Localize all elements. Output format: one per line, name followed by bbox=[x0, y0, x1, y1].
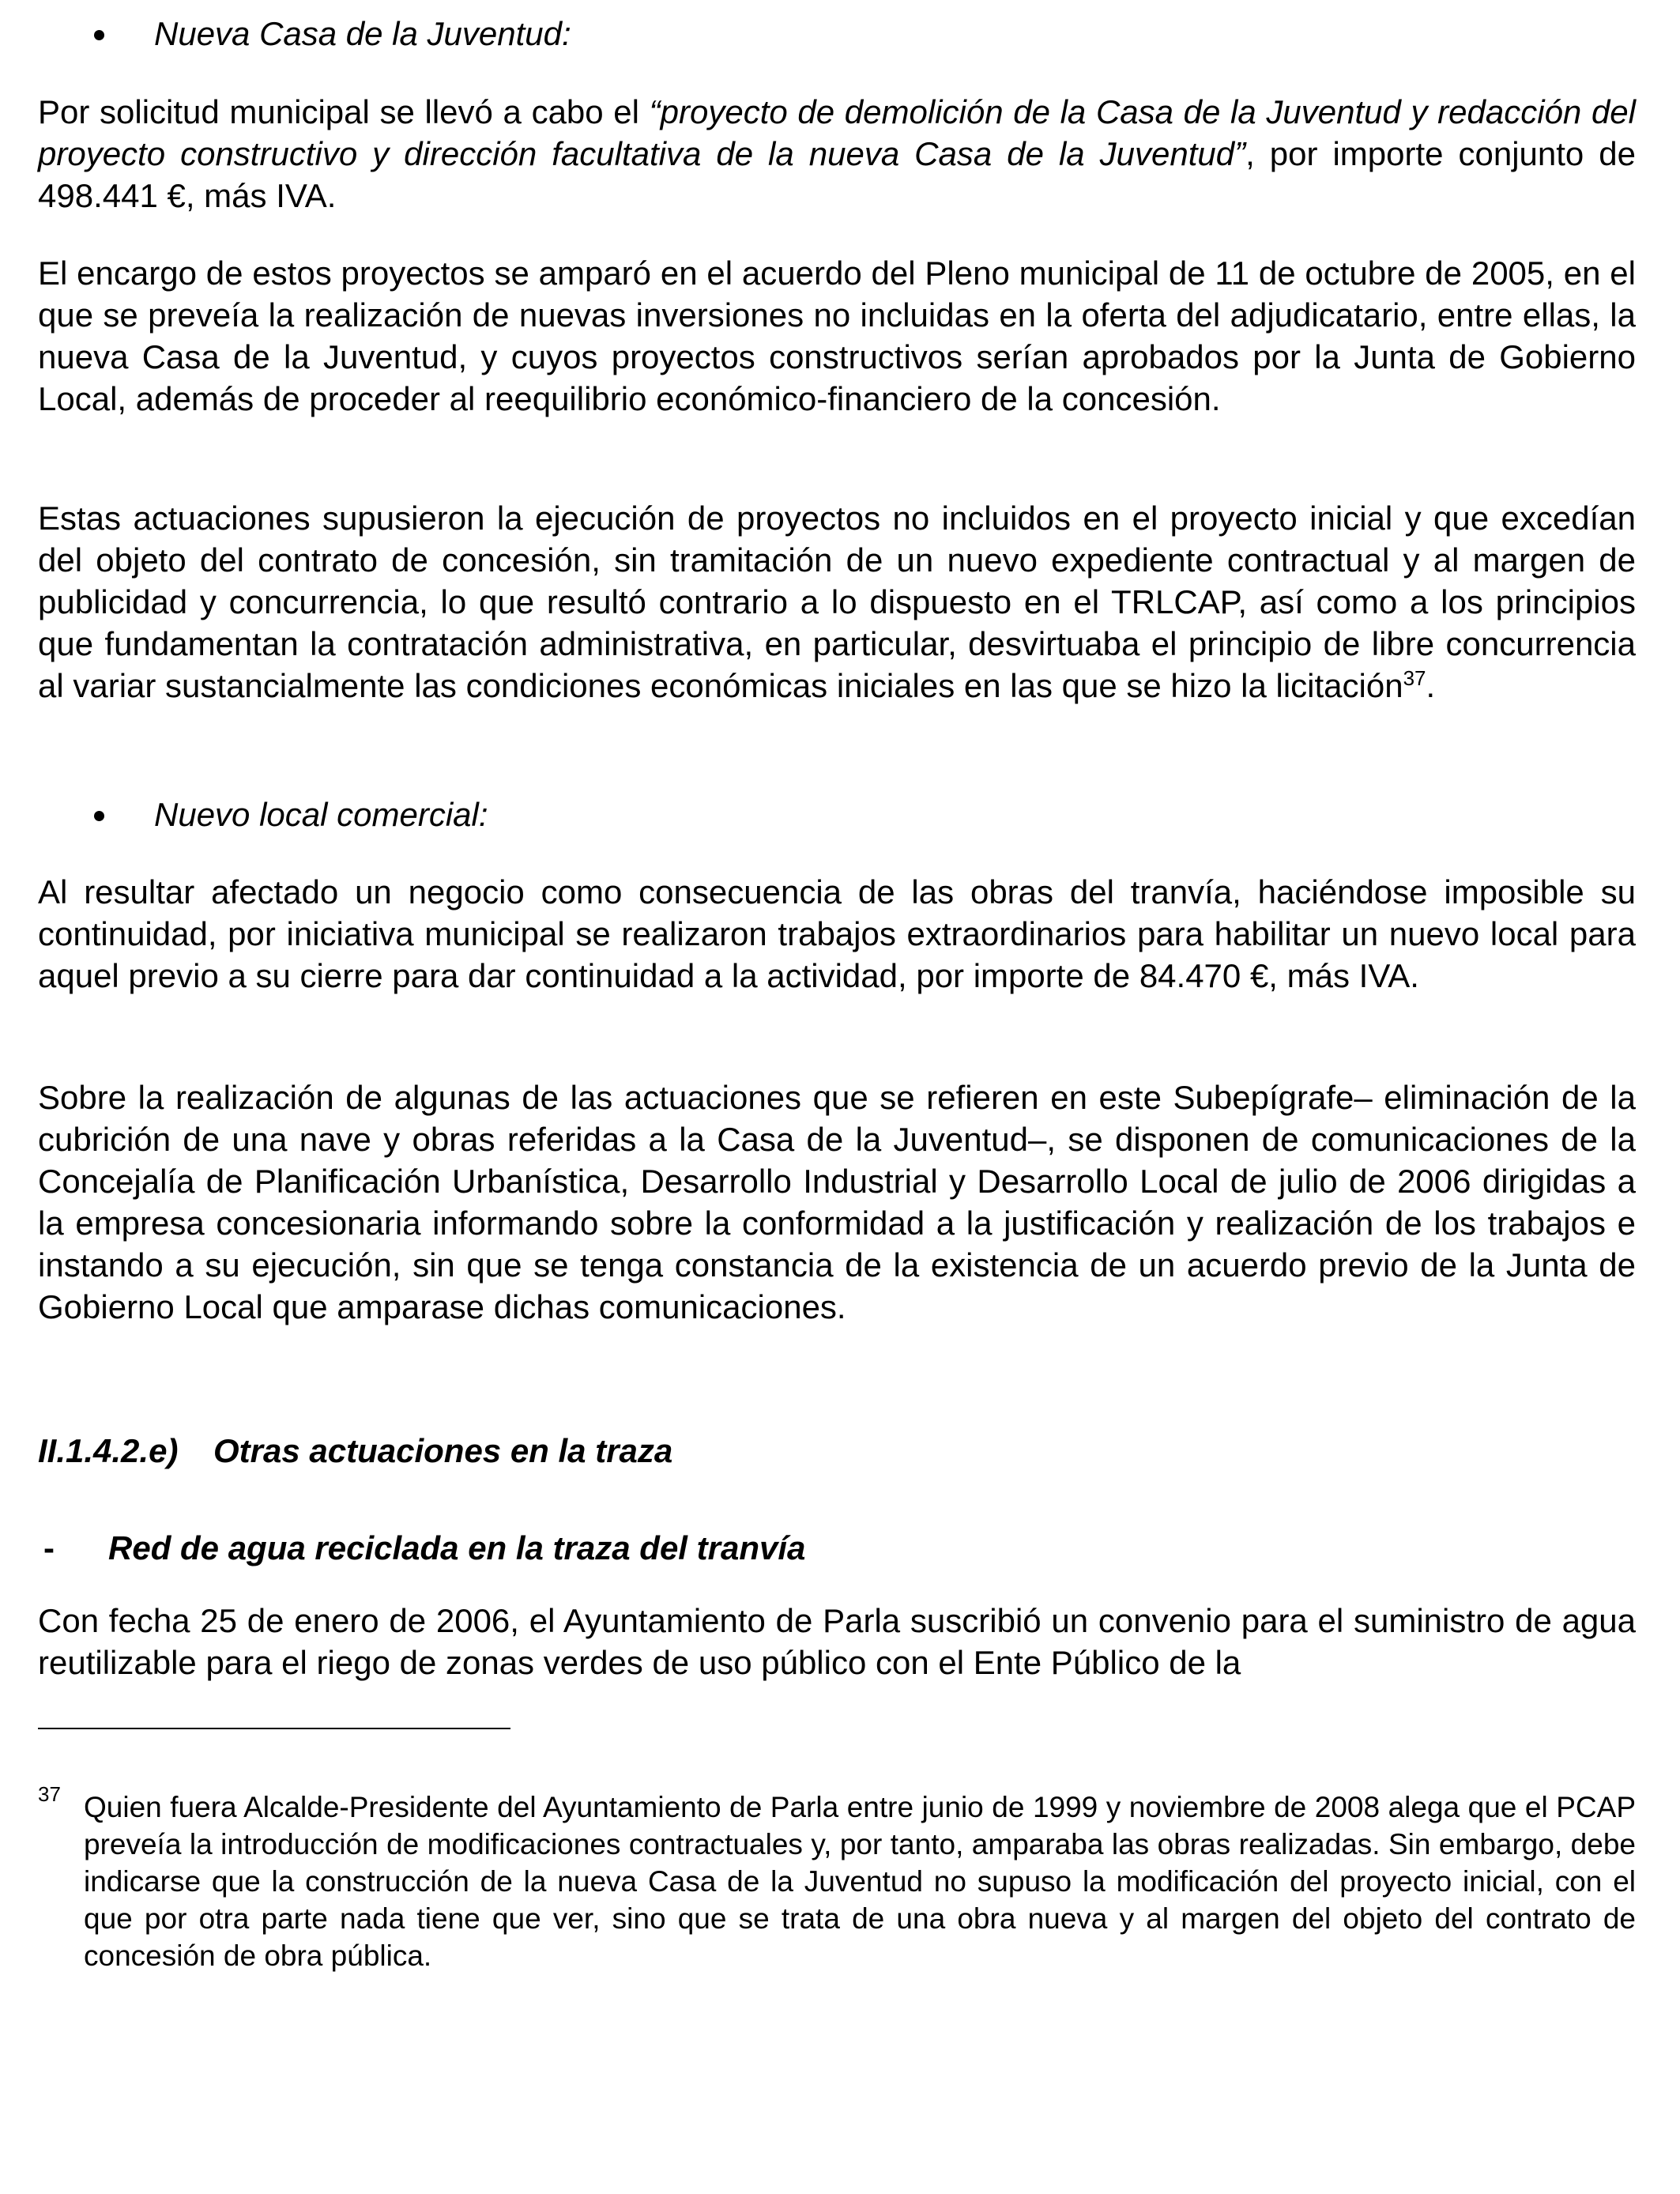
paragraph-text: Por solicitud municipal se llevó a cabo el bbox=[38, 93, 650, 130]
subsection-heading bbox=[0, 1527, 1680, 1569]
section-code: II.1.4.2.e) bbox=[38, 1432, 179, 1469]
subsection-title: Red de agua reciclada en la traza del tranvía bbox=[108, 1529, 806, 1566]
bullet-item-casa-juventud bbox=[0, 13, 1680, 55]
bullet-title: Nueva Casa de la Juventud: bbox=[154, 15, 571, 52]
paragraph-local-comercial: Al resultar afectado un negocio como consecuencia de las obras del tranvía, haciéndose imposible su continuidad, por iniciativa municipal se realizaron trabajos extraordinarios para habilitar un nuevo local para aquel previo a su cierre para dar continuidad a la actividad, por importe de 84.470 €, más IVA. bbox=[38, 873, 1636, 994]
paragraph-end: . bbox=[1426, 667, 1436, 704]
footnote-text: Quien fuera Alcalde-Presidente del Ayuntamiento de Parla entre junio de 1999 y noviembre de 2008 alega que el PCAP preveía la introducción de modificaciones contractuales y, por tanto, amparaba las obras realizadas. Sin embargo, debe indicarse que la construcción de la nueva Casa de la Juventud no supuso la modificación del proyecto inicial, con el que por otra parte nada tiene que ver, sino que se trata de una obra nueva y al margen del objeto del contrato de concesión de obra pública. bbox=[84, 1791, 1636, 1972]
paragraph-actuaciones-trlcap bbox=[38, 497, 1636, 707]
bullet-dot bbox=[94, 30, 104, 40]
paragraph-convenio-agua: Con fecha 25 de enero de 2006, el Ayuntamiento de Parla suscribió un convenio para el suministro de agua reutilizable para el riego de zonas verdes de uso público con el Ente Público de la bbox=[38, 1602, 1636, 1681]
bullet-item-local-comercial bbox=[0, 794, 1680, 835]
paragraph-comunicaciones-concejalia: Sobre la realización de algunas de las actuaciones que se refieren en este Subepígrafe– eliminación de la cubrición de una nave y obras referidas a la Casa de la Juventud–, se disponen de comunicaciones de la Concejalía de Planificación Urbanística, Desarrollo Industrial y Desarrollo Local de julio de 2006 dirigidas a la empresa concesionaria informando sobre la conformidad a la justificación y realización de los trabajos e instando a su ejecución, sin que se tenga constancia de la existencia de un acuerdo previo de la Junta de Gobierno Local que amparase dichas comunicaciones. bbox=[38, 1079, 1636, 1325]
section-heading bbox=[38, 1430, 672, 1472]
paragraph-text: Estas actuaciones supusieron la ejecución de proyectos no incluidos en el proyecto inicial y que excedían del objeto del contrato de concesión, sin tramitación de un nuevo expediente contractual y al margen de publicidad y concurrencia, lo que resultó contrario a lo dispuesto en el TRLCAP, así como a los principios que fundamentan la contratación administrativa, en particular, desvirtuaba el principio de libre concurrencia al variar sustancialmente las condiciones económicas iniciales en las que se hizo la licitación bbox=[38, 499, 1636, 704]
bullet-dot bbox=[94, 811, 104, 821]
paragraph-proyecto-demolicion bbox=[38, 91, 1636, 217]
quoted-project-title: “proyecto de demolición de la Casa de la Juventud y redacción del proyecto constructivo y dirección facultativa de la nueva Casa de la Juventud” bbox=[38, 93, 1636, 172]
paragraph-text: , por importe conjunto de 498.441 €, más IVA. bbox=[38, 135, 1636, 214]
paragraph-encargo-proyectos: El encargo de estos proyectos se amparó en el acuerdo del Pleno municipal de 11 de octubre de 2005, en el que se preveía la realización de nuevas inversiones no incluidas en la oferta del adjudicatario, entre ellas, la nueva Casa de la Juventud, y cuyos proyectos constructivos serían aprobados por la Junta de Gobierno Local, además de proceder al reequilibrio económico-financiero de la concesión. bbox=[38, 254, 1636, 417]
footnote-reference[interactable]: 37 bbox=[1403, 666, 1426, 690]
footnote bbox=[38, 1782, 1636, 1974]
footnote-separator bbox=[38, 1728, 510, 1729]
section-title: Otras actuaciones en la traza bbox=[213, 1432, 673, 1469]
dash-marker: - bbox=[43, 1529, 55, 1566]
bullet-title: Nuevo local comercial: bbox=[154, 796, 488, 833]
footnote-number: 37 bbox=[38, 1782, 61, 1806]
